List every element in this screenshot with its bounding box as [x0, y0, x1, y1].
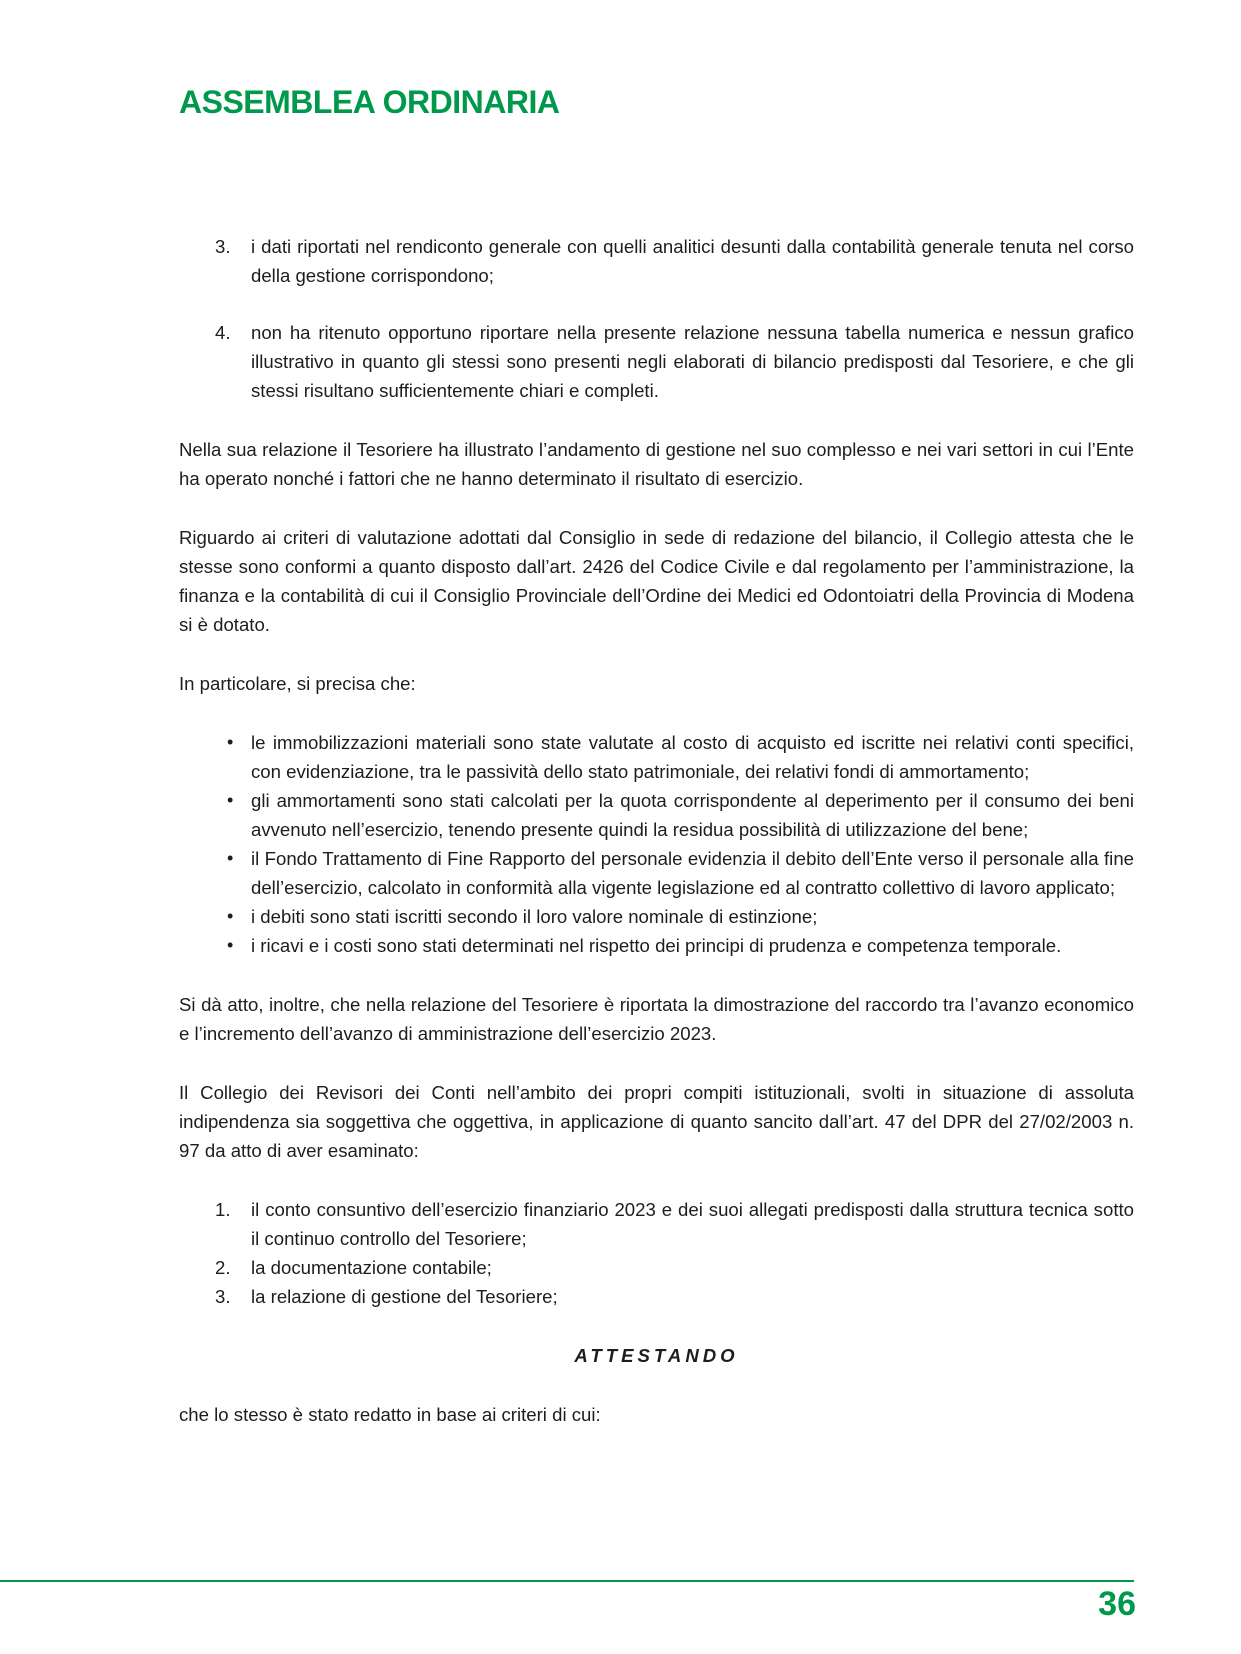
list-item-text: i dati riportati nel rendiconto generale con quelli analitici desunti dalla contabilità generale tenuta nel corso della gestione corrispondono;	[251, 236, 1134, 286]
list-item-text: le immobilizzazioni materiali sono state valutate al costo di acquisto ed iscritte nei relativi conti specifici, con evidenziazione, tra le passività dello stato patrimoniale, dei relativi fondi di ammortamento;	[251, 732, 1134, 782]
list-marker: 2.	[215, 1257, 231, 1278]
footer-divider	[0, 1580, 1134, 1582]
list-item-text: non ha ritenuto opportuno riportare nella presente relazione nessuna tabella numerica e nessun grafico illustrativo in quanto gli stessi sono presenti negli elaborati di bilancio predisposti dal Tesoriere, e che gli stessi risultano sufficientemente chiari e completi.	[251, 322, 1134, 401]
page-title: ASSEMBLEA ORDINARIA	[179, 84, 560, 120]
list-item	[179, 786, 1134, 844]
bullet-list	[179, 728, 1134, 960]
bullet-marker: •	[227, 935, 234, 955]
bullet-marker: •	[227, 732, 234, 752]
list-marker: 3.	[215, 236, 231, 257]
list-item-text: i ricavi e i costi sono stati determinati nel rispetto dei principi di prudenza e competenza temporale.	[251, 935, 1062, 956]
list-item-text: gli ammortamenti sono stati calcolati per la quota corrispondente al deperimento per il consumo dei beni avvenuto nell’esercizio, tenendo presente quindi la residua possibilità di utilizzazione del bene;	[251, 790, 1134, 840]
bullet-marker: •	[227, 848, 234, 868]
paragraph: In particolare, si precisa che:	[179, 673, 416, 694]
list-item	[179, 931, 1134, 960]
list-item-text: il Fondo Trattamento di Fine Rapporto del personale evidenzia il debito dell’Ente verso il personale alla fine dell’esercizio, calcolato in conformità alla vigente legislazione ed al contratto collettivo di lavoro applicato;	[251, 848, 1134, 898]
list-item	[179, 232, 1134, 290]
paragraph: Il Collegio dei Revisori dei Conti nell’ambito dei propri compiti istituzionali, svolti in situazione di assoluta indipendenza sia soggettiva che oggettiva, in applicazione di quanto sancito dall’art. 47 del DPR del 27/02/2003 n. 97 da atto di aver esaminato:	[179, 1082, 1134, 1161]
list-item	[179, 728, 1134, 786]
paragraph: Riguardo ai criteri di valutazione adottati dal Consiglio in sede di redazione del bilancio, il Collegio attesta che le stesse sono conformi a quanto disposto dall’art. 2426 del Codice Civile e dal regolamento per l’amministrazione, la finanza e la contabilità di cui il Consiglio Provinciale dell’Ordine dei Medici ed Odontoiatri della Provincia di Modena si è dotato.	[179, 527, 1134, 635]
list-marker: 4.	[215, 322, 231, 343]
section-heading-attestando: ATTESTANDO	[574, 1345, 739, 1366]
list-item	[179, 1253, 1134, 1282]
bullet-marker: •	[227, 906, 234, 926]
paragraph: Si dà atto, inoltre, che nella relazione del Tesoriere è riportata la dimostrazione del raccordo tra l’avanzo economico e l’incremento dell’avanzo di amministrazione dell’esercizio 2023.	[179, 994, 1134, 1044]
list-item-text: i debiti sono stati iscritti secondo il loro valore nominale di estinzione;	[251, 906, 818, 927]
document-body	[179, 232, 1134, 1429]
list-item	[179, 1282, 1134, 1311]
list-item-text: la documentazione contabile;	[251, 1257, 492, 1278]
numbered-list-b	[179, 1195, 1134, 1311]
numbered-list-a	[179, 232, 1134, 405]
list-item-text: la relazione di gestione del Tesoriere;	[251, 1286, 558, 1307]
list-marker: 3.	[215, 1286, 231, 1307]
list-item	[179, 902, 1134, 931]
list-item	[179, 1195, 1134, 1253]
list-marker: 1.	[215, 1199, 231, 1220]
bullet-marker: •	[227, 790, 234, 810]
page-number: 36	[1098, 1585, 1136, 1623]
list-item-text: il conto consuntivo dell’esercizio finanziario 2023 e dei suoi allegati predisposti dalla struttura tecnica sotto il continuo controllo del Tesoriere;	[251, 1199, 1134, 1249]
paragraph: che lo stesso è stato redatto in base ai criteri di cui:	[179, 1404, 601, 1425]
list-item	[179, 844, 1134, 902]
paragraph: Nella sua relazione il Tesoriere ha illustrato l’andamento di gestione nel suo complesso e nei vari settori in cui l’Ente ha operato nonché i fattori che ne hanno determinato il risultato di esercizio.	[179, 439, 1134, 489]
list-item	[179, 318, 1134, 405]
